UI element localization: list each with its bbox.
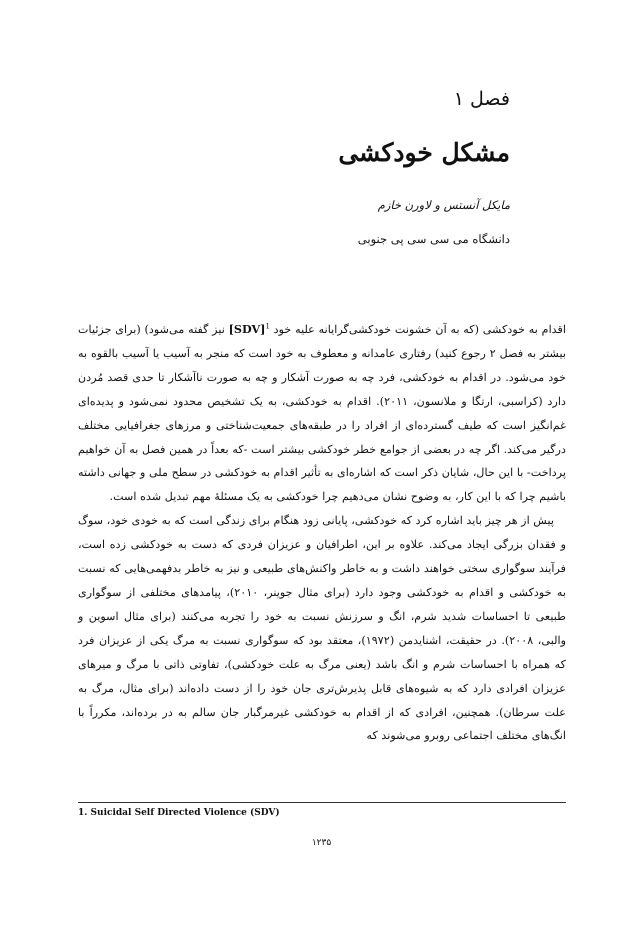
paragraph-2: پیش از هر چیز باید اشاره کرد که خودکشی، پایانی زود هنگام برای زندگی است که به خودی خود، سوگ و فقدان بزرگی ایجاد می‌کند. علاوه بر این، اطرافیان و عزیزان فردی که دست به خودکشی زده است، فرآیند سوگواری سختی خواهند داشت و به خاطر واکنش‌های طبیعی و نیز به خاطر بدفهمی‌هایی که نسبت به خودکشی و اقدام به خودکشی وجود دارد (برای مثال جوینر، ۲۰۱۰)، پیامدهای مختلفی از سوگواری طبیعی تا احساسات شدید شرم، انگ و سرزنش نسبت به خود را تجربه می‌کنند (برای مثال اسوین و والبی، ۲۰۰۸). در حقیقت، اشنایدمن (۱۹۷۲)، معتقد بود که سوگواری نسبت به مرگ یکی از عزیزان فرد که همراه با احساسات شرم و انگ باشد (یعنی مرگ به علت خودکشی)، تفاوتی ذاتی با مرگ و میرهای عزیزان افرادی دارد که به شیوه‌های قابل پذیرش‌تری جان خود را از دست داده‌اند (برای مثال، مرگ به علت سرطان). همچنین، افرادی که از اقدام به خودکشی غیرمرگبار جان سالم به در برده‌اند، مکرراً با انگ‌های مختلف اجتماعی روبرو می‌شوند که — [78, 514, 567, 743]
chapter-label: فصل ۱ — [453, 88, 510, 110]
paragraph-1-rest: نیز گفته می‌شود) (برای جزئیات بیشتر به فصل ۲ رجوع کنید) رفتاری عامدانه و معطوف به خود است که منجر به آسیب یا آسیب بالقوه به خود می‌شود. در اقدام به خودکشی، فرد چه به صورت آشکار و چه به صورت ناآشکار تا حدی قصد مُردن دارد (کراسبی، ارتگا و ملانسون، ۲۰۱۱). اقدام به خودکشی، به یک تشخیص محدود نمی‌شود و پدیده‌ای غم‌انگیز است که طیف گسترده‌ای از افراد را در طبقه‌های جمعیت‌شناختی و مرزهای جغرافیایی مختلف درگیر می‌کند. اگر چه در بعضی از جوامع خطر خودکشی بیشتر است -که بعداً در همین فصل به آن خواهیم پرداخت- با این حال، شایان ذکر است که اشاره‌ای به تأثیر اقدام به خودکشی در سطح ملی و جهانی داشته باشیم چرا که با این کار، به وضوح نشان می‌دهیم چرا خودکشی به یک مسئلهٔ مهم تبدیل شده است. — [78, 323, 567, 504]
chapter-title: مشکل خودکشی — [338, 138, 510, 167]
body-text — [78, 318, 566, 748]
footnote: 1. Suicidal Self Directed Violence (SDV) — [78, 808, 280, 818]
footnote-reference[interactable]: 1 — [265, 322, 270, 331]
footnote-divider — [78, 802, 566, 803]
paragraph-1-intro: اقدام به خودکشی (که به آن خشونت خودکشی‌گرایانه علیه خود — [269, 323, 566, 336]
sdv-term: [SDV] — [228, 322, 266, 336]
page-number: ۱۲۳۵ — [311, 838, 332, 848]
authors: مایکل آنستس و لاورن خازم — [377, 198, 510, 212]
affiliation: دانشگاه می سی سی پی جنوبی — [357, 232, 510, 246]
paragraph-1 — [78, 318, 566, 509]
